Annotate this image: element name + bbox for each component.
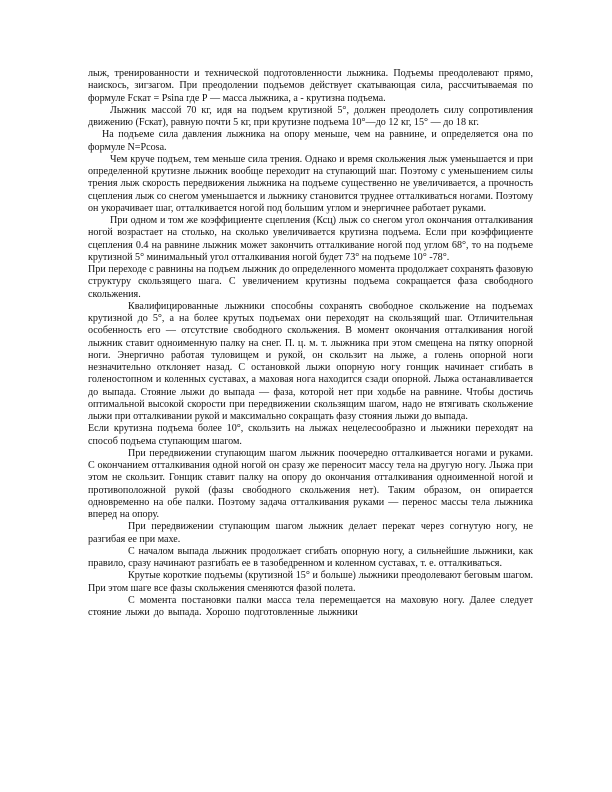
paragraph-7: Квалифицированные лыжники способны сохранять свободное скольжение на подъемах крутизной до 5°, а на более крутых подъемах они переходят на скользящий шаг. Отличительная особенность его — отсутствие свободного скольжения. В момент окончания отталкивания ногой лыжник ставит одноименную палку на снег. П. ц. м. т. лыжника при этом смещена на пятку опорной ноги. Энергично работая туловищем и рукой, он скользит на лыже, а голень опорной ноги незначительно отклоняет назад. С остановкой лыжи опорную ногу гонщик начинает сгибать в голеностопном и коленных суставах, а маховая нога находится сзади опорной. Лыжа останавливается до выпада. Стояние лыжи до выпада — фаза, которой нет при ходьбе на равнине. Чтобы достичь оптимальной высокой скорости при передвижении скользящим шагом, надо не втягивать скольжение лыжи при отталкивании рукой и максимально сокращать фазу стояния лыжи до выпада.: [88, 300, 533, 422]
paragraph-10: При передвижении ступающим шагом лыжник делает перекат через согнутую ногу, не разгибая ее при махе.: [88, 521, 533, 545]
paragraph-4: Чем круче подъем, тем меньше сила трения. Однако и время скольжения лыж уменьшается и при определенной крутизне лыжник вообще переходит на ступающий шаг. Поэтому с уменьшением силы трения лыж скорость передвижения лыжника на подъеме существенно не увеличивается, а прочность сцепления лыж со снегом уменьшается и лыжнику становится труднее отталкиваться ногами. Поэтому он укорачивает шаг, отталкивается ногой под большим углом и энергичнее работает руками.: [88, 153, 533, 214]
document-page: [88, 68, 533, 619]
paragraph-1: лыж, тренированности и технической подготовленности лыжника. Подъемы преодолевают прямо, наискось, зигзагом. При преодолении подъемов действует скатывающая сила, рассчитываемая по формуле Fскат = Psina где Р — масса лыжника, а - крутизна подъема.: [88, 68, 533, 104]
paragraph-2: Лыжник массой 70 кг, идя на подъем крутизной 5°, должен преодолеть силу сопротивления движению (Fскат), равную почти 5 кг, при крутизне подъема 10°—до 12 кг, 15° — до 18 кг.: [88, 104, 533, 128]
paragraph-6: При переходе с равнины на подъем лыжник до определенного момента продолжает сохранять фазовую структуру скользящего шага. С увеличением крутизны подъема сокращается фаза свободного скольжения.: [88, 264, 533, 300]
paragraph-9: При передвижении ступающим шагом лыжник поочередно отталкивается ногами и руками. С окончанием отталкивания одной ногой он сразу же переносит массу тела на другую ногу. Лыжа при этом не скользит. Гонщик ставит палку на опору до окончания отталкивания одноименной ногой и противоположной рукой (фазы свободного скольжения нет). Таким образом, он опирается одновременно на обе палки. Поэтому задача отталкивания руками — перенос массы тела лыжника вперед на опору.: [88, 447, 533, 520]
paragraph-13: С момента постановки палки масса тела перемещается на маховую ногу. Далее следует стояние лыжи до выпада. Хорошо подготовленные лыжники: [88, 594, 533, 618]
paragraph-8: Если крутизна подъема более 10°, скользить на лыжах нецелесообразно и лыжники переходят на способ подъема ступающим шагом.: [88, 423, 533, 447]
paragraph-12: Крутые короткие подъемы (крутизной 15° и больше) лыжники преодолевают беговым шагом. При этом шаге все фазы скольжения сменяются фазой полета.: [88, 570, 533, 594]
paragraph-3: На подъеме сила давления лыжника на опору меньше, чем на равнине, и определяется она по формуле N=Pcosa.: [88, 129, 533, 153]
paragraph-11: С началом выпада лыжник продолжает сгибать опорную ногу, а сильнейшие лыжники, как правило, сразу начинают разгибать ее в тазобедренном и коленном суставах, т. е. отталкиваться.: [88, 545, 533, 569]
paragraph-5: При одном и том же коэффициенте сцепления (Ксц) лыж со снегом угол окончания отталкивания ногой возрастает на столько, на сколько увеличивается крутизна подъема. Если при коэффициенте сцепления 0.4 на равнине лыжник может закончить отталкивание ногой под углом 68°, то на подъеме крутизной 5° минимальный угол отталкивания ногой будет 73° на подъеме 10° -78°.: [88, 215, 533, 263]
